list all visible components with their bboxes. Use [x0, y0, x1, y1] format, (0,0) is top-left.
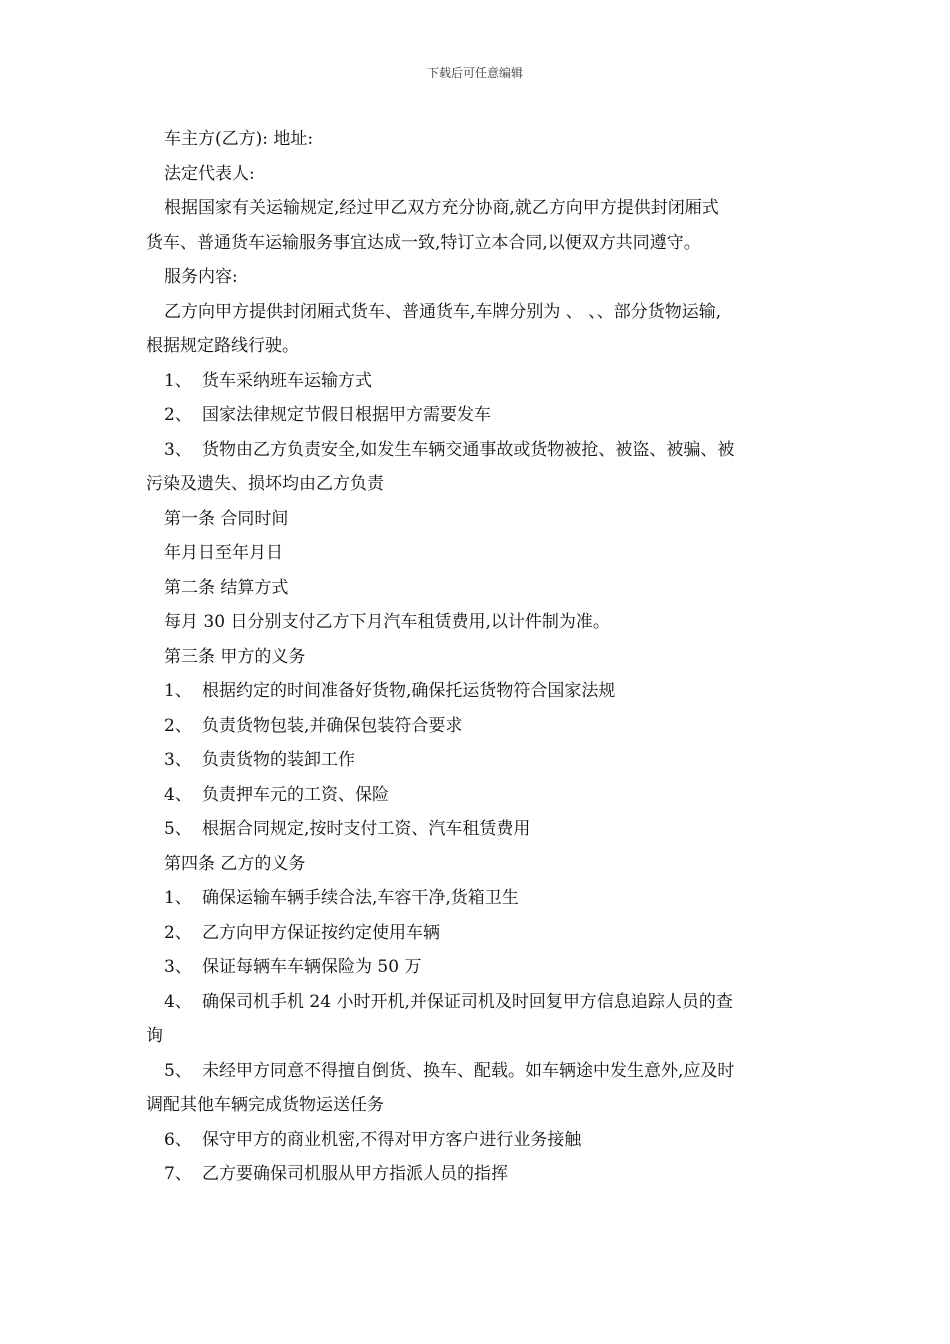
document-line [146, 502, 811, 537]
document-line [146, 226, 811, 261]
line-text: 货物由乙方负责安全,如发生车辆交通事故或货物被抢、被盗、被骗、被 [202, 439, 735, 460]
document-body [146, 122, 811, 1192]
list-number: 2、 [164, 405, 192, 425]
line-text: 确保司机手机 24 小时开机,并保证司机及时回复甲方信息追踪人员的查 [202, 991, 733, 1012]
line-text: 负责货物的装卸工作 [202, 750, 355, 770]
line-text: 第二条 结算方式 [164, 577, 289, 598]
document-line [146, 1157, 811, 1192]
line-text: 未经甲方同意不得擅自倒货、换车、配载。如车辆途中发生意外,应及时 [202, 1060, 735, 1081]
document-line [146, 881, 811, 916]
list-number: 1、 [164, 370, 192, 391]
document-line [146, 571, 811, 606]
list-number: 3、 [164, 439, 192, 460]
line-text: 第四条 乙方的义务 [164, 853, 306, 874]
list-number: 4、 [164, 991, 192, 1012]
line-text: 询 [146, 1026, 163, 1046]
line-text: 负责货物包装,并确保包装符合要求 [202, 715, 463, 736]
line-text: 法定代表人: [164, 163, 255, 184]
document-line [146, 743, 811, 778]
line-text: 负责押车元的工资、保险 [202, 784, 389, 805]
page-header: 下载后可任意编辑 [426, 66, 523, 80]
line-text: 保证每辆车车辆保险为 50 万 [202, 957, 422, 977]
line-text: 乙方要确保司机服从甲方指派人员的指挥 [202, 1164, 508, 1184]
document-line [146, 985, 811, 1020]
document-line [146, 812, 811, 847]
line-text: 每月 30 日分别支付乙方下月汽车租赁费用,以计件制为准。 [164, 612, 610, 632]
document-line [146, 950, 811, 985]
line-text: 年月日至年月日 [164, 543, 283, 563]
document-line [146, 364, 811, 399]
line-text: 第一条 合同时间 [164, 508, 289, 529]
line-text: 根据约定的时间准备好货物,确保托运货物符合国家法规 [202, 681, 616, 701]
line-text: 货车、普通货车运输服务事宜达成一致,特订立本合同,以便双方共同遵守。 [146, 232, 701, 253]
list-number: 2、 [164, 715, 192, 736]
list-number: 2、 [164, 922, 192, 943]
line-text: 根据规定路线行驶。 [146, 336, 299, 356]
document-line [146, 916, 811, 951]
document-line [146, 1088, 811, 1123]
document-line [146, 398, 811, 433]
document-line [146, 1123, 811, 1158]
list-number: 3、 [164, 957, 192, 977]
document-line [146, 1054, 811, 1089]
document-line [146, 260, 811, 295]
document-line [146, 157, 811, 192]
line-text: 车主方(乙方): 地址: [164, 129, 314, 149]
list-number: 4、 [164, 784, 192, 805]
document-line [146, 640, 811, 675]
line-text: 保守甲方的商业机密,不得对甲方客户进行业务接触 [202, 1129, 582, 1150]
list-number: 5、 [164, 1060, 192, 1081]
document-line [146, 847, 811, 882]
line-text: 乙方向甲方提供封闭厢式货车、普通货车,车牌分别为 、 、、部分货物运输, [164, 301, 722, 322]
document-line [146, 329, 811, 364]
document-line [146, 536, 811, 571]
list-number: 1、 [164, 888, 192, 908]
list-number: 1、 [164, 681, 192, 701]
document-line [146, 191, 811, 226]
document-line [146, 709, 811, 744]
document-line [146, 1019, 811, 1054]
line-text: 污染及遗失、损坏均由乙方负责 [146, 474, 384, 494]
document-line [146, 467, 811, 502]
list-number: 7、 [164, 1164, 192, 1184]
line-text: 国家法律规定节假日根据甲方需要发车 [202, 405, 491, 425]
line-text: 根据国家有关运输规定,经过甲乙双方充分协商,就乙方向甲方提供封闭厢式 [164, 198, 719, 218]
document-line [146, 295, 811, 330]
list-number: 5、 [164, 819, 192, 839]
document-line [146, 605, 811, 640]
line-text: 确保运输车辆手续合法,车容干净,货箱卫生 [202, 888, 519, 908]
document-line [146, 674, 811, 709]
list-number: 6、 [164, 1129, 192, 1150]
document-line [146, 433, 811, 468]
line-text: 根据合同规定,按时支付工资、汽车租赁费用 [202, 819, 531, 839]
document-line [146, 778, 811, 813]
line-text: 服务内容: [164, 267, 238, 287]
document-line [146, 122, 811, 157]
line-text: 货车采纳班车运输方式 [202, 370, 372, 391]
list-number: 3、 [164, 750, 192, 770]
line-text: 第三条 甲方的义务 [164, 646, 306, 667]
line-text: 调配其他车辆完成货物运送任务 [146, 1095, 384, 1115]
line-text: 乙方向甲方保证按约定使用车辆 [202, 922, 440, 943]
